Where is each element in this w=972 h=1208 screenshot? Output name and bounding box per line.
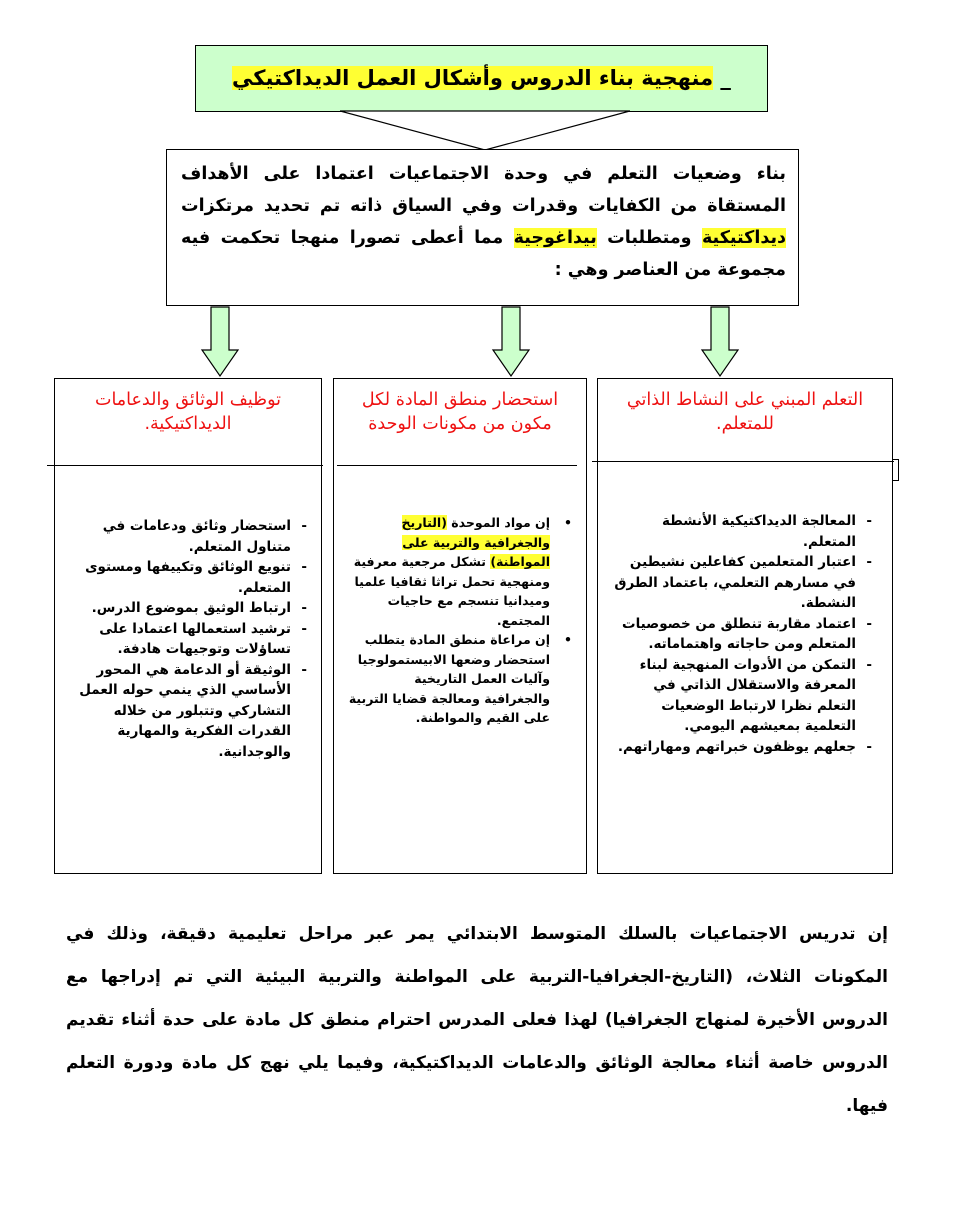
title-highlight: منهجية بناء الدروس وأشكال العمل الديداكتيكي <box>232 66 714 90</box>
intro-highlight-pedagogic: بيداغوجية <box>513 228 597 248</box>
column-documents-divider <box>47 465 323 466</box>
list-item: - التمكن من الأدوات المنهجية لبناء المعرفة والاستقلال الذاتي في التعلم نظرا لارتباط الوضعيات التعلمية بمعيشهم اليومي. <box>639 656 872 734</box>
column-self-activity-list <box>612 511 872 757</box>
down-arrow-middle <box>491 306 531 378</box>
list-item: - جعلهم يوظفون خبراتهم ومهاراتهم. <box>617 738 872 755</box>
intro-text-3: مما أعطى تصورا منهجا تحكمت فيه مجموعة من العناصر وهي : <box>181 228 786 280</box>
subjects-highlight: (التاريخ والجغرافية والتربية على المواطنة) <box>401 515 550 569</box>
list-item: - اعتماد مقاربة تنطلق من خصوصيات المتعلم ومن حاجاته واهتماماته. <box>622 615 872 652</box>
intro-box <box>166 149 799 306</box>
title-prefix: _ <box>713 66 731 90</box>
list-item: • إن مراعاة منطق المادة يتطلب استحضار وضعها الابيستمولوجيا وآليات العمل التاريخية والجغرافية ومعالجة قضايا التربية على القيم والمواطنة. <box>348 632 572 725</box>
column-subject-logic <box>333 378 587 874</box>
list-item: • إن مواد الموحدة (التاريخ والجغرافية والتربية على المواطنة) تشكل مرجعية معرفية ومنهجية تحمل تراثا ثقافيا علميا وميدانيا تنسجم مع حاجيات المجتمع. <box>353 515 572 628</box>
column-documents <box>54 378 322 874</box>
down-arrow-left <box>200 306 240 378</box>
body-paragraph: إن تدريس الاجتماعيات بالسلك المتوسط الابتدائي يمر عبر مراحل تعليمية دقيقة، وذلك في المكونات الثلاث، (التاريخ-الجغرافيا-التربية على المواطنة والتربية البيئية التي تم إدراجها مع الدروس الأخيرة لمنهاج الجغرافيا) لهذا فعلى المدرس احترام منطق كل مادة على حدة أثناء تقديم الدروس خاصة أثناء معالجة الوثائق والدعامات الديداكتيكية، وفيما يلي نهج كل مادة ودورة التعلم فيها. <box>66 924 888 1116</box>
column-subject-logic-heading: استحضار منطق المادة لكل مكون من مكونات الوحدة <box>361 390 559 434</box>
title-box <box>195 45 768 112</box>
column-self-activity <box>597 378 893 874</box>
list-item: - تنويع الوثائق وتكييفها ومستوى المتعلم. <box>85 559 307 596</box>
column-documents-heading: توظيف الوثائق والدعامات الديداكتيكية. <box>94 390 282 434</box>
intro-text-2: ومتطلبات <box>596 228 702 248</box>
list-item: - استحضار وثائق ودعامات في متناول المتعلم. <box>102 518 307 555</box>
intro-text-1: بناء وضعيات التعلم في وحدة الاجتماعيات اعتمادا على الأهداف المستقاة من الكفايات وقدرات وفي السياق ذاته تم تحديد مرتكزات <box>181 164 786 216</box>
column-documents-list <box>75 516 307 762</box>
top-down-arrow <box>340 110 630 152</box>
page-title <box>232 68 731 89</box>
list-item: - ارتباط الوثيق بموضوع الدرس. <box>91 600 307 616</box>
down-arrow-right <box>700 306 740 378</box>
list-item: - اعتبار المتعلمين كفاعلين نشيطين في مسارهم التعلمي، باعتماد الطرق النشطة. <box>614 554 872 611</box>
column-self-activity-heading: التعلم المبني على النشاط الذاتي للمتعلم. <box>626 390 864 434</box>
intro-highlight-didactic: ديداكتيكية <box>701 228 786 248</box>
column-self-activity-divider <box>592 461 894 462</box>
column-subject-logic-divider <box>337 465 577 466</box>
list-item: - الوثيقة أو الدعامة هي المحور الأساسي الذي ينمي حوله العمل التشاركي وتتبلور من خلاله القدرات الفكرية والمهارية والوجدانية. <box>79 661 307 760</box>
list-item: - ترشيد استعمالها اعتمادا على تساؤلات وتوجيهات هادفة. <box>99 620 307 657</box>
column-subject-logic-list <box>346 513 572 728</box>
bracket-decoration <box>893 459 899 481</box>
list-item: - المعالجة الديداكتيكية الأنشطة المتعلم. <box>661 513 872 550</box>
